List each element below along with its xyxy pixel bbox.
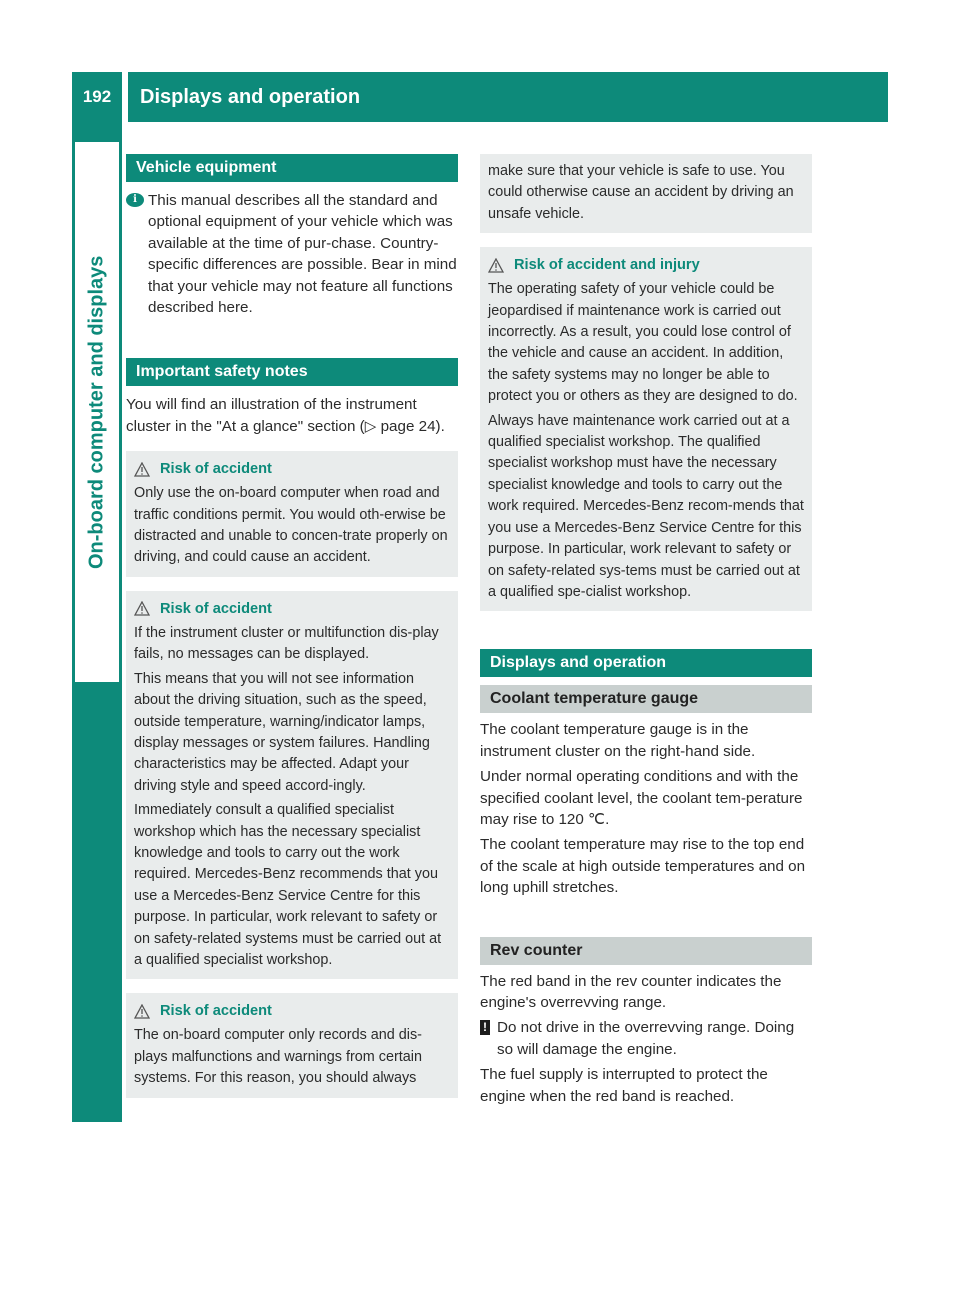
warning-box	[480, 247, 812, 611]
warning-title: Risk of accident	[134, 1000, 450, 1022]
warning-text: This means that you will not see information about the driving situation, such as the speed, outside temperature, warning/indicator lamps, display messages or system failures. Handling characteristics may be affected. Adapt your driving style and speed accord-ingly.	[134, 670, 430, 794]
rev-counter-heading: Rev counter	[480, 937, 812, 965]
coolant-heading: Coolant temperature gauge	[480, 685, 812, 713]
coolant-text: Under normal operating conditions and with the specified coolant level, the coolant tem-perature may rise to 120 ℃.	[480, 768, 803, 828]
warning-text: Always have maintenance work carried out at a qualified specialist workshop. The qualified specialist workshop must have the necessary specialist knowledge and tools to carry out the work required. Mercedes-Benz recom-mends that you use a Mercedes-Benz Service Centre for this purpose. In particular, work relevant to safety or on safety-related sys-tems must be carried out at a qualified spe-cialist workshop.	[488, 412, 804, 600]
warning-box-continued	[480, 154, 812, 233]
running-head: Displays and operation	[128, 72, 888, 122]
warning-text: The operating safety of your vehicle could be jeopardised if maintenance work is carried out incorrectly. As a result, you could lose control of the vehicle and cause an accident. In addition, the safety systems may no longer be able to protect you or others as they are designed to do.	[488, 281, 798, 405]
coolant-text: The coolant temperature may rise to the top end of the scale at high outside temperatures and on long uphill stretches.	[480, 836, 806, 897]
info-note-text: This manual describes all the standard and optional equipment of your vehicle which was available at the time of pur-chase. Country-specific differences are possible. Bear in mind that your vehicle may not feature all functions described here.	[148, 192, 457, 317]
warning-box	[126, 591, 458, 980]
vehicle-equipment-heading: Vehicle equipment	[126, 154, 458, 182]
displays-heading: Displays and operation	[480, 649, 812, 677]
side-tab-label: On-board computer and displays	[75, 142, 119, 682]
warning-text: If the instrument cluster or multifunction dis-play fails, no messages can be displayed.	[134, 624, 439, 663]
rev-intro-text: The red band in the rev counter indicates the engine's overrevving range.	[480, 972, 782, 1011]
warning-triangle-icon	[488, 258, 504, 273]
exclamation-icon: !	[480, 1020, 490, 1035]
rev-outro-text: The fuel supply is interrupted to protect the engine when the red band is reached.	[480, 1066, 768, 1105]
warning-box	[126, 993, 458, 1097]
warning-title: Risk of accident and injury	[488, 254, 804, 276]
info-note	[126, 190, 458, 318]
warning-triangle-icon	[134, 1004, 150, 1019]
warning-text: Only use the on-board computer when road and traffic conditions permit. You would oth-erwise be distracted and unable to concen-trate properly on driving, and could cause an accident.	[134, 485, 448, 566]
safety-notes-heading: Important safety notes	[126, 358, 458, 386]
page-number: 192	[72, 72, 122, 122]
coolant-text: The coolant temperature gauge is in the instrument cluster on the right-hand side.	[480, 721, 756, 760]
warning-triangle-icon	[134, 601, 150, 616]
warning-text: The on-board computer only records and dis-plays malfunctions and warnings from certain systems. For this reason, you should always	[134, 1027, 422, 1087]
warning-title: Risk of accident	[134, 458, 450, 480]
left-column	[126, 154, 458, 1098]
notice-text: Do not drive in the overrevving range. Doing so will damage the engine.	[497, 1019, 795, 1058]
side-tab	[72, 122, 122, 1122]
notice	[480, 1017, 812, 1060]
right-column	[480, 154, 812, 1107]
warning-title: Risk of accident	[134, 598, 450, 620]
warning-box	[126, 451, 458, 577]
safety-intro-text: You will find an illustration of the instrument cluster in the "At a glance" section (▷ page 24).	[126, 396, 445, 435]
warning-text: make sure that your vehicle is safe to use. You could otherwise cause an accident by driving an unsafe vehicle.	[488, 163, 794, 222]
info-icon: i	[126, 193, 144, 207]
warning-triangle-icon	[134, 462, 150, 477]
warning-text: Immediately consult a qualified specialist workshop which has the necessary specialist knowledge and tools to carry out the work required. Mercedes-Benz recommends that you use a Mercedes-Benz Service Centre for this purpose. In particular, work relevant to safety or on safety-related systems must be carried out at a qualified specialist workshop.	[134, 802, 442, 968]
